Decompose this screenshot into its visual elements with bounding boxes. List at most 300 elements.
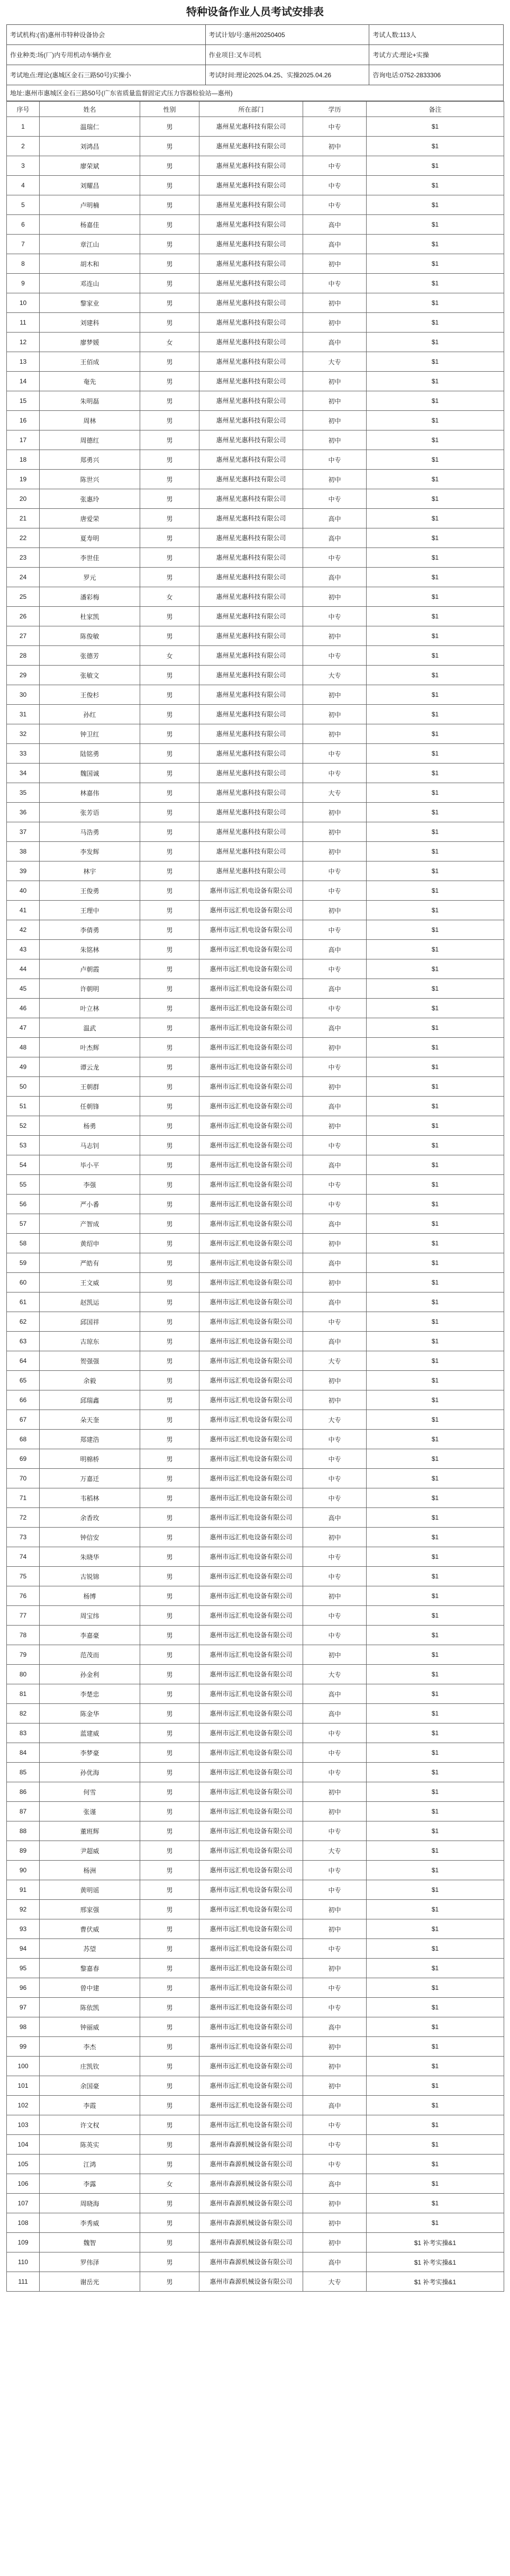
cell-remarks: $1	[367, 2076, 504, 2096]
cell-education: 中专	[303, 881, 367, 901]
cell-education: 初中	[303, 1528, 367, 1547]
cell-name: 王俊杉	[40, 685, 140, 705]
cell-gender: 男	[140, 509, 199, 528]
cell-education: 初中	[303, 1586, 367, 1606]
table-row	[7, 274, 504, 293]
cell-seq: 95	[7, 1959, 40, 1978]
cell-remarks: $1	[367, 1782, 504, 1802]
cell-gender: 男	[140, 705, 199, 724]
table-row	[7, 2017, 504, 2037]
cell-education: 初中	[303, 2037, 367, 2057]
cell-unit: 惠州星光惠科技有限公司	[199, 783, 303, 803]
cell-seq: 39	[7, 861, 40, 881]
cell-gender: 男	[140, 1371, 199, 1390]
cell-name: 杨洲	[40, 1861, 140, 1880]
cell-name: 夏寿明	[40, 528, 140, 548]
cell-seq: 45	[7, 979, 40, 999]
cell-unit: 惠州星光惠科技有限公司	[199, 666, 303, 685]
cell-remarks: $1	[367, 979, 504, 999]
cell-gender: 男	[140, 2096, 199, 2115]
work-item: 作业项目:叉车司机	[205, 45, 369, 65]
cell-seq: 1	[7, 117, 40, 137]
cell-remarks: $1	[367, 803, 504, 822]
cell-unit: 惠州星光惠科技有限公司	[199, 450, 303, 470]
cell-unit: 惠州市远汇机电设备有限公司	[199, 1038, 303, 1057]
table-row	[7, 1998, 504, 2017]
table-row	[7, 1606, 504, 1626]
cell-gender: 男	[140, 1626, 199, 1645]
cell-remarks: $1	[367, 2135, 504, 2155]
cell-remarks: $1	[367, 1253, 504, 1273]
cell-seq: 60	[7, 1273, 40, 1293]
candidate-table	[6, 101, 504, 2292]
cell-remarks: $1 补考实操&1	[367, 2272, 504, 2292]
cell-name: 庄凯钦	[40, 2057, 140, 2076]
cell-seq: 71	[7, 1488, 40, 1508]
cell-name: 王佰成	[40, 352, 140, 372]
cell-unit: 惠州市远汇机电设备有限公司	[199, 2037, 303, 2057]
cell-unit: 惠州星光惠科技有限公司	[199, 430, 303, 450]
cell-education: 初中	[303, 313, 367, 333]
cell-name: 胡木和	[40, 254, 140, 274]
cell-gender: 男	[140, 2115, 199, 2135]
cell-remarks: $1	[367, 2194, 504, 2213]
table-row	[7, 979, 504, 999]
cell-gender: 男	[140, 1293, 199, 1312]
cell-name: 任朝锋	[40, 1097, 140, 1116]
table-row	[7, 1410, 504, 1430]
cell-name: 李强	[40, 1175, 140, 1195]
cell-name: 张德芳	[40, 646, 140, 666]
cell-education: 中专	[303, 450, 367, 470]
cell-gender: 男	[140, 1430, 199, 1449]
cell-unit: 惠州市远汇机电设备有限公司	[199, 1351, 303, 1371]
cell-education: 中专	[303, 1998, 367, 2017]
cell-remarks: $1	[367, 509, 504, 528]
table-row	[7, 1293, 504, 1312]
cell-seq: 80	[7, 1665, 40, 1684]
cell-unit: 惠州市远汇机电设备有限公司	[199, 1018, 303, 1038]
table-row	[7, 2135, 504, 2155]
cell-unit: 惠州市远汇机电设备有限公司	[199, 1724, 303, 1743]
cell-seq: 68	[7, 1430, 40, 1449]
table-row	[7, 783, 504, 803]
table-row	[7, 587, 504, 607]
cell-unit: 惠州星光惠科技有限公司	[199, 568, 303, 587]
cell-gender: 女	[140, 587, 199, 607]
cell-remarks: $1	[367, 1821, 504, 1841]
cell-gender: 男	[140, 352, 199, 372]
cell-unit: 惠州星光惠科技有限公司	[199, 803, 303, 822]
cell-seq: 14	[7, 372, 40, 391]
cell-education: 高中	[303, 333, 367, 352]
cell-seq: 25	[7, 587, 40, 607]
cell-gender: 男	[140, 137, 199, 156]
cell-gender: 男	[140, 411, 199, 430]
cell-education: 中专	[303, 1449, 367, 1469]
cell-education: 中专	[303, 2135, 367, 2155]
cell-gender: 男	[140, 176, 199, 195]
cell-name: 张敏文	[40, 666, 140, 685]
cell-education: 中专	[303, 999, 367, 1018]
cell-name: 赵凯运	[40, 1293, 140, 1312]
cell-gender: 男	[140, 1038, 199, 1057]
cell-gender: 男	[140, 1253, 199, 1273]
cell-seq: 48	[7, 1038, 40, 1057]
exam-organization: 考试机构:(省)惠州市特种设备协会	[7, 25, 206, 45]
cell-gender: 男	[140, 1821, 199, 1841]
table-row	[7, 1155, 504, 1175]
cell-unit: 惠州市远汇机电设备有限公司	[199, 1821, 303, 1841]
cell-education: 中专	[303, 1978, 367, 1998]
cell-education: 初中	[303, 137, 367, 156]
cell-remarks: $1	[367, 1234, 504, 1253]
cell-seq: 18	[7, 450, 40, 470]
cell-unit: 惠州市远汇机电设备有限公司	[199, 1763, 303, 1782]
cell-unit: 惠州市远汇机电设备有限公司	[199, 1136, 303, 1155]
cell-remarks: $1	[367, 1195, 504, 1214]
cell-unit: 惠州市森源机械设备有限公司	[199, 2233, 303, 2252]
table-row	[7, 1802, 504, 1821]
cell-seq: 28	[7, 646, 40, 666]
cell-seq: 31	[7, 705, 40, 724]
cell-seq: 38	[7, 842, 40, 861]
cell-remarks: $1	[367, 1802, 504, 1821]
cell-seq: 4	[7, 176, 40, 195]
cell-gender: 男	[140, 1273, 199, 1293]
cell-name: 陈世兴	[40, 470, 140, 489]
cell-name: 李世佳	[40, 548, 140, 568]
cell-gender: 男	[140, 1861, 199, 1880]
table-row	[7, 430, 504, 450]
cell-name: 马志钊	[40, 1136, 140, 1155]
cell-unit: 惠州星光惠科技有限公司	[199, 626, 303, 646]
cell-education: 初中	[303, 822, 367, 842]
cell-education: 高中	[303, 528, 367, 548]
cell-name: 李发辉	[40, 842, 140, 861]
cell-remarks: $1	[367, 1645, 504, 1665]
header-name: 姓名	[40, 102, 140, 117]
cell-name: 潘彩梅	[40, 587, 140, 607]
cell-gender: 男	[140, 548, 199, 568]
cell-remarks: $1	[367, 548, 504, 568]
cell-remarks: $1	[367, 333, 504, 352]
table-row	[7, 1390, 504, 1410]
cell-seq: 23	[7, 548, 40, 568]
cell-seq: 17	[7, 430, 40, 450]
cell-seq: 110	[7, 2252, 40, 2272]
cell-unit: 惠州星光惠科技有限公司	[199, 528, 303, 548]
table-row	[7, 2037, 504, 2057]
table-row	[7, 156, 504, 176]
cell-unit: 惠州市远汇机电设备有限公司	[199, 881, 303, 901]
cell-remarks: $1	[367, 1273, 504, 1293]
cell-education: 大专	[303, 1841, 367, 1861]
cell-education: 高中	[303, 1018, 367, 1038]
cell-name: 孙红	[40, 705, 140, 724]
cell-name: 林嘉伟	[40, 783, 140, 803]
cell-unit: 惠州星光惠科技有限公司	[199, 117, 303, 137]
cell-education: 大专	[303, 352, 367, 372]
cell-gender: 男	[140, 1704, 199, 1724]
cell-unit: 惠州市远汇机电设备有限公司	[199, 2096, 303, 2115]
cell-education: 初中	[303, 470, 367, 489]
cell-gender: 男	[140, 2194, 199, 2213]
cell-education: 中专	[303, 2115, 367, 2135]
cell-seq: 5	[7, 195, 40, 215]
cell-seq: 72	[7, 1508, 40, 1528]
cell-name: 杨勇	[40, 1116, 140, 1136]
cell-education: 大专	[303, 783, 367, 803]
cell-gender: 男	[140, 1959, 199, 1978]
cell-gender: 男	[140, 2155, 199, 2174]
cell-education: 大专	[303, 1410, 367, 1430]
table-row	[7, 235, 504, 254]
cell-unit: 惠州市森源机械设备有限公司	[199, 2155, 303, 2174]
cell-education: 初中	[303, 372, 367, 391]
cell-name: 朱铭林	[40, 940, 140, 959]
cell-remarks: $1	[367, 744, 504, 764]
table-row	[7, 176, 504, 195]
cell-unit: 惠州市远汇机电设备有限公司	[199, 1214, 303, 1234]
cell-remarks: $1	[367, 920, 504, 940]
work-category: 作业种类:场(厂)内专用机动车辆作业	[7, 45, 206, 65]
cell-education: 高中	[303, 1097, 367, 1116]
cell-education: 中专	[303, 117, 367, 137]
cell-remarks: $1	[367, 1038, 504, 1057]
cell-remarks: $1	[367, 705, 504, 724]
cell-remarks: $1	[367, 117, 504, 137]
cell-gender: 男	[140, 1390, 199, 1410]
table-row	[7, 215, 504, 235]
cell-gender: 男	[140, 1802, 199, 1821]
cell-remarks: $1	[367, 156, 504, 176]
exam-plan-number: 考试计划/号:惠州20250405	[205, 25, 369, 45]
cell-gender: 男	[140, 2037, 199, 2057]
cell-name: 刘鸿昌	[40, 137, 140, 156]
cell-remarks: $1	[367, 646, 504, 666]
cell-gender: 男	[140, 274, 199, 293]
cell-remarks: $1	[367, 1665, 504, 1684]
cell-unit: 惠州星光惠科技有限公司	[199, 744, 303, 764]
cell-unit: 惠州星光惠科技有限公司	[199, 548, 303, 568]
cell-education: 中专	[303, 1469, 367, 1488]
table-row	[7, 509, 504, 528]
cell-name: 孙金利	[40, 1665, 140, 1684]
table-row	[7, 1077, 504, 1097]
table-row	[7, 2076, 504, 2096]
table-row	[7, 1919, 504, 1939]
cell-unit: 惠州市远汇机电设备有限公司	[199, 1312, 303, 1332]
table-row	[7, 1861, 504, 1880]
cell-education: 中专	[303, 1567, 367, 1586]
cell-gender: 男	[140, 1195, 199, 1214]
cell-remarks: $1	[367, 999, 504, 1018]
cell-name: 章江山	[40, 235, 140, 254]
cell-remarks: $1	[367, 254, 504, 274]
cell-remarks: $1	[367, 1900, 504, 1919]
cell-education: 初中	[303, 724, 367, 744]
cell-gender: 男	[140, 685, 199, 705]
cell-unit: 惠州市远汇机电设备有限公司	[199, 1704, 303, 1724]
cell-unit: 惠州市远汇机电设备有限公司	[199, 1919, 303, 1939]
cell-education: 初中	[303, 587, 367, 607]
cell-name: 贺强强	[40, 1351, 140, 1371]
cell-gender: 男	[140, 803, 199, 822]
cell-name: 温瑞仁	[40, 117, 140, 137]
table-row	[7, 1939, 504, 1959]
cell-remarks: $1	[367, 1978, 504, 1998]
cell-name: 朱晓华	[40, 1547, 140, 1567]
cell-education: 大专	[303, 2272, 367, 2292]
cell-remarks: $1	[367, 1763, 504, 1782]
table-row	[7, 489, 504, 509]
cell-name: 许朝明	[40, 979, 140, 999]
cell-name: 周晓海	[40, 2194, 140, 2213]
cell-unit: 惠州星光惠科技有限公司	[199, 156, 303, 176]
table-row	[7, 568, 504, 587]
cell-education: 初中	[303, 411, 367, 430]
candidate-count: 考试人数:113人	[369, 25, 504, 45]
cell-seq: 75	[7, 1567, 40, 1586]
table-row	[7, 1743, 504, 1763]
cell-seq: 50	[7, 1077, 40, 1097]
cell-education: 中专	[303, 744, 367, 764]
cell-education: 中专	[303, 1057, 367, 1077]
cell-unit: 惠州星光惠科技有限公司	[199, 411, 303, 430]
cell-seq: 37	[7, 822, 40, 842]
cell-remarks: $1	[367, 764, 504, 783]
cell-name: 马浩勇	[40, 822, 140, 842]
cell-seq: 103	[7, 2115, 40, 2135]
cell-name: 廖梦媛	[40, 333, 140, 352]
table-row	[7, 195, 504, 215]
cell-name: 江鸿	[40, 2155, 140, 2174]
cell-gender: 男	[140, 528, 199, 548]
cell-seq: 82	[7, 1704, 40, 1724]
table-row	[7, 1586, 504, 1606]
table-row	[7, 1018, 504, 1038]
table-row	[7, 2233, 504, 2252]
cell-gender: 男	[140, 842, 199, 861]
cell-unit: 惠州星光惠科技有限公司	[199, 195, 303, 215]
table-row	[7, 626, 504, 646]
table-row	[7, 1371, 504, 1390]
cell-seq: 93	[7, 1919, 40, 1939]
cell-unit: 惠州星光惠科技有限公司	[199, 607, 303, 626]
cell-education: 高中	[303, 2252, 367, 2272]
cell-name: 奄先	[40, 372, 140, 391]
cell-remarks: $1	[367, 587, 504, 607]
cell-name: 邢家强	[40, 1900, 140, 1919]
cell-seq: 109	[7, 2233, 40, 2252]
cell-seq: 12	[7, 333, 40, 352]
cell-remarks: $1	[367, 1919, 504, 1939]
cell-unit: 惠州市远汇机电设备有限公司	[199, 979, 303, 999]
table-row	[7, 470, 504, 489]
cell-remarks: $1	[367, 1724, 504, 1743]
cell-seq: 9	[7, 274, 40, 293]
cell-remarks: $1	[367, 2115, 504, 2135]
table-row	[7, 1782, 504, 1802]
cell-remarks: $1	[367, 2017, 504, 2037]
cell-seq: 74	[7, 1547, 40, 1567]
cell-unit: 惠州星光惠科技有限公司	[199, 509, 303, 528]
cell-gender: 男	[140, 1880, 199, 1900]
cell-remarks: $1	[367, 1214, 504, 1234]
cell-remarks: $1	[367, 1351, 504, 1371]
cell-unit: 惠州星光惠科技有限公司	[199, 235, 303, 254]
cell-name: 邱瑞鑫	[40, 1390, 140, 1410]
cell-seq: 102	[7, 2096, 40, 2115]
cell-seq: 107	[7, 2194, 40, 2213]
header-education: 学历	[303, 102, 367, 117]
cell-seq: 55	[7, 1175, 40, 1195]
table-row	[7, 352, 504, 372]
cell-remarks: $1	[367, 1880, 504, 1900]
cell-unit: 惠州市远汇机电设备有限公司	[199, 1978, 303, 1998]
cell-unit: 惠州星光惠科技有限公司	[199, 842, 303, 861]
cell-seq: 73	[7, 1528, 40, 1547]
cell-seq: 21	[7, 509, 40, 528]
cell-name: 严皓有	[40, 1253, 140, 1273]
cell-seq: 108	[7, 2213, 40, 2233]
cell-name: 刘建科	[40, 313, 140, 333]
cell-gender: 男	[140, 2233, 199, 2252]
cell-remarks: $1	[367, 1469, 504, 1488]
cell-unit: 惠州市远汇机电设备有限公司	[199, 1528, 303, 1547]
table-row	[7, 842, 504, 861]
cell-remarks: $1	[367, 1586, 504, 1606]
cell-education: 中专	[303, 1136, 367, 1155]
cell-remarks: $1	[367, 2057, 504, 2076]
cell-remarks: $1	[367, 1861, 504, 1880]
table-row	[7, 666, 504, 685]
cell-seq: 92	[7, 1900, 40, 1919]
cell-name: 唐爱荣	[40, 509, 140, 528]
cell-seq: 56	[7, 1195, 40, 1214]
table-row	[7, 2252, 504, 2272]
cell-gender: 男	[140, 1234, 199, 1253]
cell-remarks: $1	[367, 1567, 504, 1586]
cell-seq: 41	[7, 901, 40, 920]
cell-remarks: $1	[367, 1390, 504, 1410]
cell-education: 高中	[303, 235, 367, 254]
cell-gender: 男	[140, 1469, 199, 1488]
cell-remarks: $1	[367, 666, 504, 685]
cell-seq: 87	[7, 1802, 40, 1821]
cell-seq: 36	[7, 803, 40, 822]
cell-education: 中专	[303, 195, 367, 215]
cell-remarks: $1	[367, 215, 504, 235]
table-row	[7, 1959, 504, 1978]
cell-education: 高中	[303, 1253, 367, 1273]
table-row	[7, 1097, 504, 1116]
cell-seq: 57	[7, 1214, 40, 1234]
cell-name: 严小番	[40, 1195, 140, 1214]
cell-seq: 42	[7, 920, 40, 940]
cell-education: 中专	[303, 920, 367, 940]
cell-education: 中专	[303, 489, 367, 509]
cell-unit: 惠州市远汇机电设备有限公司	[199, 1116, 303, 1136]
cell-seq: 84	[7, 1743, 40, 1763]
cell-remarks: $1	[367, 274, 504, 293]
cell-gender: 男	[140, 822, 199, 842]
cell-unit: 惠州市远汇机电设备有限公司	[199, 901, 303, 920]
cell-seq: 78	[7, 1626, 40, 1645]
cell-name: 杨嘉佳	[40, 215, 140, 235]
cell-seq: 65	[7, 1371, 40, 1390]
